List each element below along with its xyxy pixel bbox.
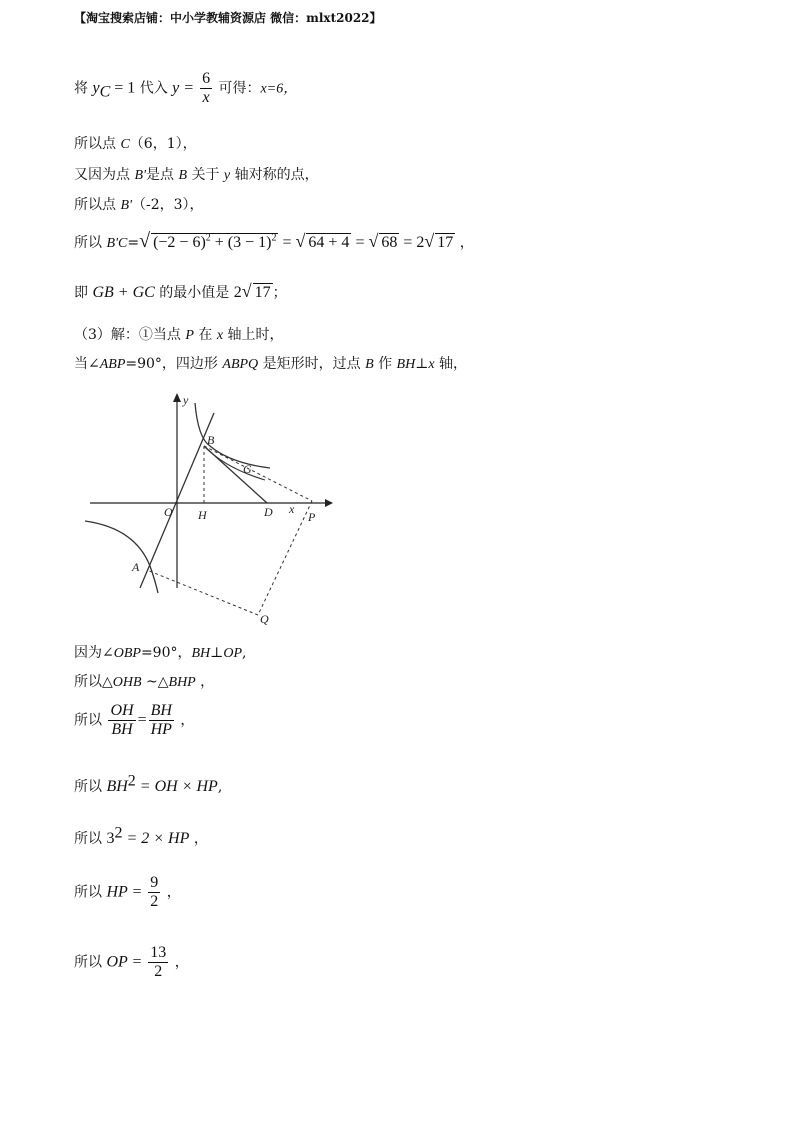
text: 是点: [146, 167, 179, 183]
math-eq: =: [127, 235, 140, 251]
frac-num: 6: [202, 70, 211, 87]
radical-sign: √: [368, 231, 379, 251]
math-power: 2: [127, 772, 136, 790]
math-b: B: [365, 357, 374, 372]
math-coef: 2: [233, 284, 242, 301]
math-perp: ⊥: [210, 645, 224, 661]
math-x: x: [216, 328, 224, 343]
math-b-prime: B': [134, 168, 146, 183]
fraction: [149, 702, 174, 739]
math-bh: BH: [396, 357, 416, 372]
line-rectangle: [74, 355, 467, 374]
math-power: 2: [271, 232, 277, 244]
radicand: 17: [437, 234, 454, 251]
math-expr: GB + GC: [92, 284, 155, 301]
text: 关于: [187, 167, 224, 183]
x-axis-arrow: [325, 499, 333, 507]
line-part3: [74, 326, 284, 345]
label-o: O: [164, 505, 173, 519]
math-eq: =: [278, 234, 296, 251]
math-c: C: [120, 137, 130, 152]
fraction: [108, 702, 135, 739]
text: ,: [217, 779, 223, 795]
frac-den: 2: [150, 893, 159, 910]
math-eq: = 1: [110, 79, 136, 97]
text: =90°，: [140, 645, 192, 661]
text: 是矩形时，过点: [258, 356, 366, 372]
segment-qa: [147, 570, 258, 615]
math-hp: HP =: [106, 883, 147, 901]
math-eq: =: [351, 234, 369, 251]
label-b: B: [207, 433, 215, 447]
y-axis-arrow: [173, 393, 181, 402]
text: 所以: [74, 954, 107, 971]
hyperbola-q3: [85, 521, 158, 593]
text: ；: [272, 285, 287, 301]
text: ，: [455, 235, 474, 251]
math-term: (3 − 1): [227, 234, 272, 251]
frac-num: 9: [150, 874, 159, 891]
frac-num: 13: [150, 944, 167, 961]
text: 又因为点: [74, 167, 135, 183]
page-header: 【淘宝搜索店铺：中小学教辅资源店 微信：mlxt2022】: [74, 11, 382, 25]
label-d: D: [264, 505, 273, 519]
line-point-b-prime: [74, 196, 204, 215]
line-angle-obp: [74, 644, 246, 663]
text: 的最小值是: [154, 285, 234, 301]
label-x: x: [289, 502, 295, 516]
text: 代入: [139, 80, 168, 97]
line-substitution: [74, 824, 208, 848]
math-sub: C: [99, 83, 111, 101]
line-bh-squared: [74, 772, 223, 796]
math-op: +: [210, 234, 228, 251]
label-h: H: [198, 508, 207, 522]
math-bc: B'C: [106, 236, 128, 251]
text: 在: [193, 327, 217, 343]
text: 将: [74, 80, 88, 97]
math-bh: BH: [106, 778, 128, 795]
math-y: y: [223, 168, 231, 183]
text: 当∠: [74, 356, 100, 372]
radical-sign: √: [241, 281, 252, 301]
radicand: 17: [254, 284, 271, 301]
label-g: G: [243, 462, 252, 476]
math-power: 2: [114, 824, 123, 842]
math-x: x: [428, 357, 435, 372]
text: 可得：: [218, 80, 261, 97]
radical-sign: √: [139, 230, 151, 252]
math-y: y =: [172, 79, 199, 97]
math-perp: ⊥: [415, 356, 429, 372]
frac-num: OH: [110, 702, 134, 719]
label-a: A: [132, 560, 140, 574]
line-substitute: [74, 70, 297, 107]
text: （3）解：①当点: [74, 327, 186, 343]
text: 所以: [74, 712, 107, 729]
text: 所以△: [74, 674, 113, 690]
math-eq: =: [137, 711, 147, 729]
text: 轴对称的点，: [230, 167, 319, 183]
text: 所以: [74, 235, 107, 251]
line-similar: [74, 673, 214, 692]
fraction: [200, 70, 212, 107]
math-ohb: OHB: [112, 675, 142, 690]
text: ，: [175, 712, 195, 729]
math-abp: ABP: [99, 357, 126, 372]
math-eq: = 2: [399, 234, 425, 251]
text: ，: [170, 954, 189, 971]
curve-bg: [204, 446, 265, 480]
radical-sign: √: [295, 231, 306, 251]
text: 所以: [74, 884, 107, 901]
line-symmetric: [74, 166, 319, 185]
label-y: y: [183, 393, 189, 407]
coord: （-2，3），: [132, 197, 204, 213]
text: 轴上时，: [223, 327, 284, 343]
text: 所以: [74, 831, 107, 847]
math-sim: ~△: [141, 674, 169, 690]
line-min-value: [74, 282, 287, 302]
math-expr: = OH × HP: [135, 778, 218, 795]
radicand: 64 + 4: [308, 234, 350, 251]
text: 因为∠: [74, 645, 114, 661]
text: =90°，四边形: [125, 356, 223, 372]
frac-den: BH: [111, 721, 133, 738]
text: ,: [242, 645, 247, 661]
line-op: [74, 944, 189, 981]
frac-den: x: [202, 89, 210, 106]
line-ratio: [74, 702, 194, 739]
geometry-figure: [80, 388, 340, 628]
text: ，: [162, 884, 181, 901]
fraction: [148, 874, 160, 911]
math-b: B: [178, 168, 188, 183]
text: 轴，: [434, 356, 468, 372]
text: 作: [373, 356, 397, 372]
math-number: 3: [106, 830, 115, 847]
line-point-c: [74, 135, 197, 154]
math-abpq: ABPQ: [222, 357, 259, 372]
text: 所以点: [74, 197, 121, 213]
math-power: 2: [205, 232, 211, 244]
math-result: x=6，: [260, 81, 298, 97]
math-b-prime: B': [120, 198, 132, 213]
math-op: OP: [223, 646, 243, 661]
frac-den: 2: [154, 963, 163, 980]
label-p: P: [308, 510, 316, 524]
math-obp: OBP: [113, 646, 141, 661]
math-bhp: BHP: [168, 675, 196, 690]
math-yc: y: [92, 79, 100, 97]
radicand: 68: [381, 234, 398, 251]
text: 所以点: [74, 136, 121, 152]
text: 所以: [74, 779, 107, 795]
line-distance: [74, 232, 474, 253]
math-term: (−2 − 6): [153, 234, 206, 251]
line-hp: [74, 874, 181, 911]
frac-den: HP: [150, 721, 172, 738]
fraction: [148, 944, 168, 981]
math-expr: = 2 × HP: [122, 830, 190, 847]
math-bh: BH: [191, 646, 211, 661]
label-q: Q: [260, 612, 269, 626]
frac-num: BH: [150, 702, 172, 719]
segment-bp: [204, 446, 312, 501]
coord: （6，1），: [129, 136, 197, 152]
math-op: OP =: [106, 953, 147, 971]
text: ，: [195, 674, 215, 690]
radicand: [151, 233, 278, 252]
radical-sign: √: [424, 231, 435, 251]
text: ，: [189, 831, 208, 847]
math-p: P: [185, 328, 194, 343]
text: 即: [74, 285, 93, 301]
